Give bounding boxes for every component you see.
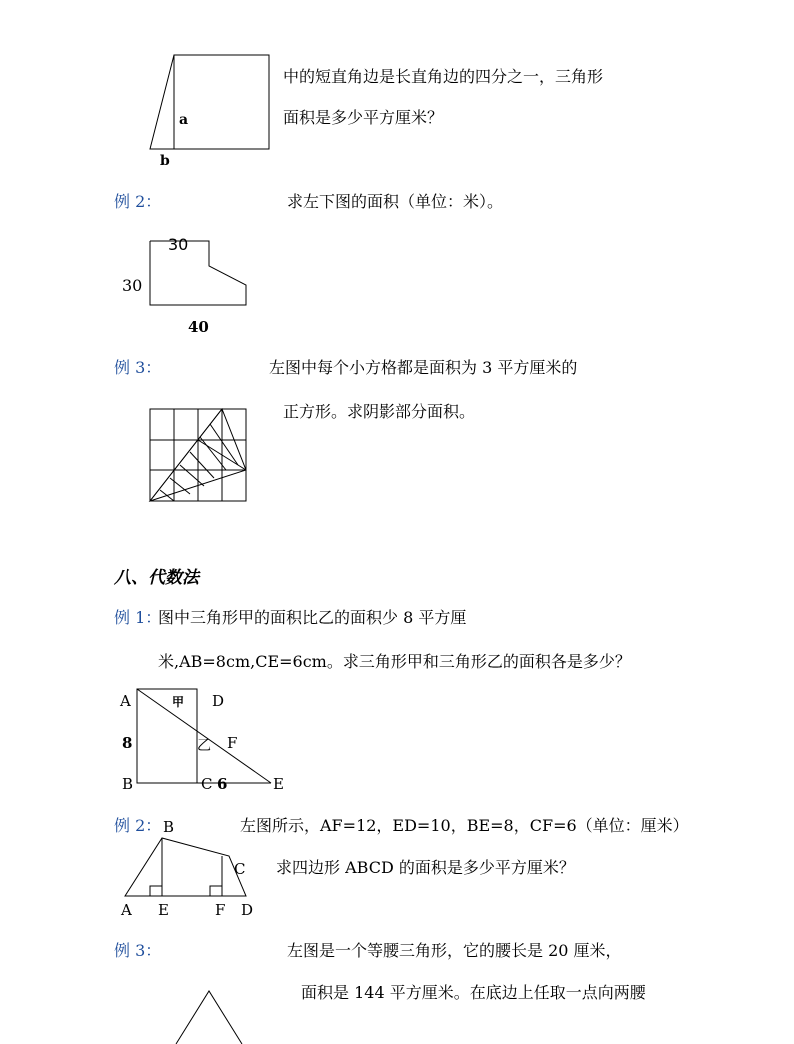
example-2-label: 例 2：: [114, 192, 162, 211]
label-yi: 乙: [197, 738, 211, 754]
label-b: b: [160, 153, 170, 169]
label-6: 6: [217, 775, 228, 793]
dim-left: 30: [122, 276, 143, 295]
point-e: E: [273, 775, 284, 793]
alg-example-2-line1: 左图所示，AF=12，ED=10，BE=8，CF=6（单位：厘米）: [240, 816, 689, 835]
dim-bottom: 40: [188, 318, 209, 336]
alg-example-3-line2: 面积是 144 平方厘米。在底边上任取一点向两腰: [301, 983, 646, 1002]
point-a: A: [121, 901, 132, 919]
point-e: E: [158, 901, 169, 919]
alg-example-1-label: 例 1：: [114, 608, 162, 627]
alg-example-1-line1: 图中三角形甲的面积比乙的面积少 8 平方厘: [158, 608, 467, 627]
example-3-line1: 左图中每个小方格都是面积为 3 平方厘米的: [269, 358, 578, 377]
point-a: A: [120, 692, 131, 710]
point-d: D: [241, 901, 254, 919]
label-8: 8: [122, 734, 133, 752]
top-text-line2: 面积是多少平方厘米？: [283, 108, 444, 127]
dim-top: 30: [168, 235, 189, 254]
isosceles-triangle: [176, 991, 242, 1044]
top-text-line1: 中的短直角边是长直角边的四分之一，三角形: [283, 67, 604, 86]
point-d: D: [212, 692, 225, 710]
alg-example-1-line2: 米,AB=8cm,CE=6cm。求三角形甲和三角形乙的面积各是多少？: [158, 652, 631, 671]
alg-example-2-label: 例 2：: [114, 816, 162, 835]
point-c: C: [201, 775, 213, 793]
example-2-text: 求左下图的面积（单位：米）。: [287, 192, 504, 211]
section-title: 八、代数法: [114, 568, 199, 588]
alg-example-3-label: 例 3：: [114, 941, 162, 960]
point-c: C: [234, 860, 246, 878]
point-f: F: [215, 901, 226, 919]
alg-example-2-line2: 求四边形 ABCD 的面积是多少平方厘米？: [276, 858, 575, 877]
point-b: B: [122, 775, 134, 793]
point-b: B: [163, 818, 175, 836]
point-f: F: [227, 734, 238, 752]
alg-example-3-line1: 左图是一个等腰三角形，它的腰长是 20 厘米，: [287, 941, 622, 960]
label-a: a: [179, 112, 189, 128]
example-3-line2: 正方形。求阴影部分面积。: [283, 402, 476, 421]
label-jia: 甲: [172, 695, 185, 709]
example-3-label: 例 3：: [114, 358, 162, 377]
